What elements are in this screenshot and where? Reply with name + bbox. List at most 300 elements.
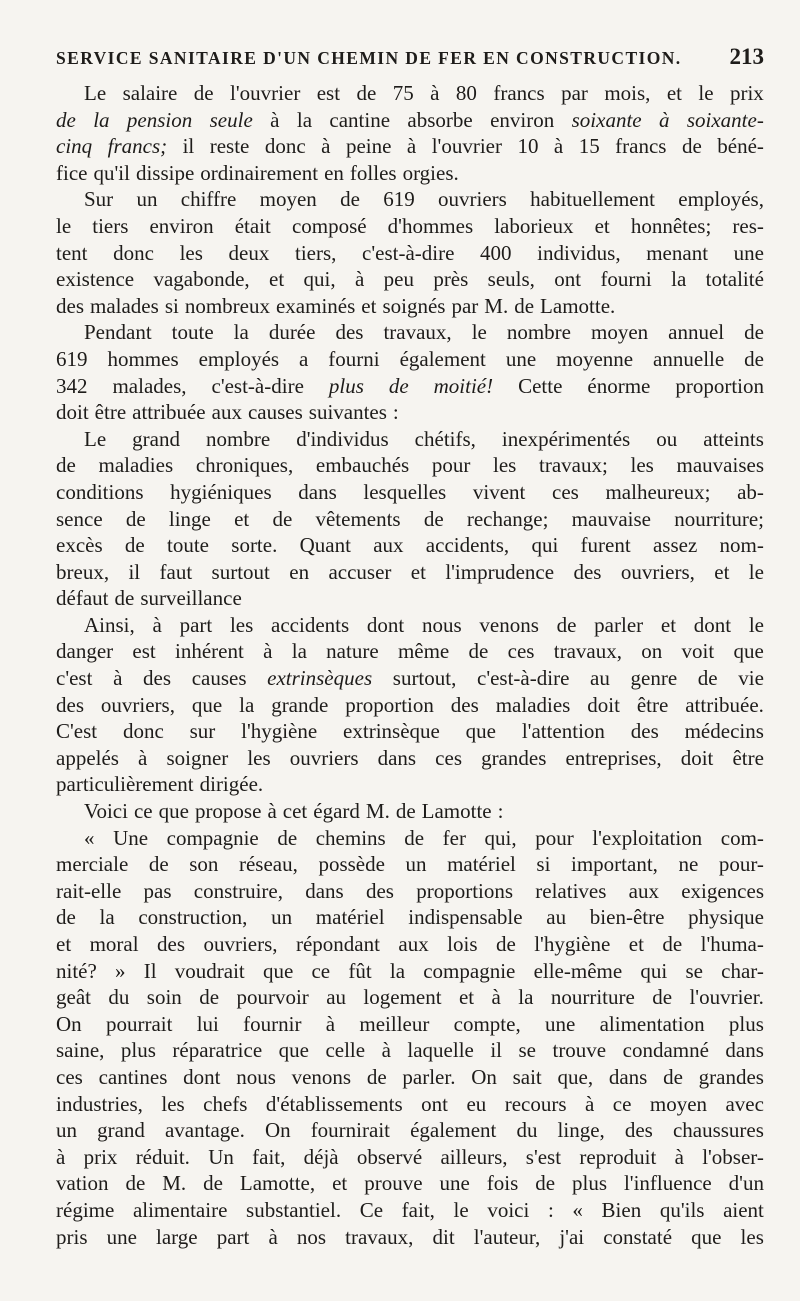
word: en bbox=[324, 160, 344, 185]
word: annuelle bbox=[653, 346, 725, 371]
word: à bbox=[381, 1038, 391, 1063]
word: Pendant bbox=[84, 320, 152, 345]
word: linge, bbox=[557, 1118, 605, 1143]
word: répondant bbox=[295, 932, 380, 956]
word: de bbox=[356, 81, 377, 105]
word: hygiéniques bbox=[170, 479, 272, 504]
word: qui, bbox=[303, 267, 336, 292]
text-line bbox=[56, 931, 764, 958]
word: être bbox=[94, 400, 127, 425]
word: attribuée. bbox=[685, 692, 764, 717]
word: une bbox=[505, 346, 537, 371]
word: chaussures bbox=[672, 1118, 764, 1143]
word: si bbox=[164, 293, 179, 318]
word: son bbox=[189, 852, 219, 877]
word: de bbox=[535, 1171, 556, 1196]
word: travaux, bbox=[345, 1224, 414, 1249]
word: la bbox=[291, 639, 307, 664]
word: était bbox=[234, 213, 271, 238]
word: et bbox=[714, 559, 730, 584]
text-line bbox=[56, 293, 764, 320]
word: près bbox=[433, 267, 469, 292]
word: chefs bbox=[203, 1091, 248, 1116]
text-line bbox=[56, 559, 764, 586]
word: lois bbox=[447, 932, 478, 956]
word: ouvriers bbox=[438, 187, 507, 212]
word: plus bbox=[728, 1011, 764, 1036]
word: travaux; bbox=[539, 453, 608, 478]
text-line bbox=[56, 80, 764, 107]
word: tiers, bbox=[294, 240, 337, 265]
word: aient bbox=[723, 1197, 764, 1222]
word: l'ouvrier bbox=[431, 134, 502, 159]
word: à bbox=[56, 1144, 66, 1169]
word: à bbox=[138, 745, 148, 770]
word: dont bbox=[183, 1064, 221, 1089]
word: Sur bbox=[84, 187, 114, 212]
word: ce bbox=[133, 799, 153, 824]
word: 15 bbox=[578, 134, 600, 159]
word: 80 bbox=[455, 81, 477, 105]
text-line bbox=[56, 452, 764, 479]
word: grande bbox=[271, 692, 329, 717]
word: donc bbox=[264, 134, 306, 159]
word: de bbox=[744, 346, 764, 371]
word: important, bbox=[571, 852, 658, 877]
word: composé bbox=[291, 213, 367, 238]
word: 619 bbox=[383, 187, 415, 212]
word: malades bbox=[90, 293, 159, 318]
word: toute bbox=[171, 320, 214, 345]
word: ces bbox=[435, 745, 462, 770]
word: salaire bbox=[122, 81, 178, 105]
word: il bbox=[182, 134, 195, 159]
word: avantage. bbox=[164, 1118, 245, 1143]
word: réseau, bbox=[238, 852, 298, 877]
word: pourvoir bbox=[236, 985, 309, 1010]
text-line bbox=[56, 771, 764, 798]
word: bien-être bbox=[589, 905, 665, 930]
text-line bbox=[56, 1224, 764, 1251]
word: si bbox=[536, 852, 551, 877]
word: particulièrement bbox=[56, 772, 194, 797]
word: nombreux bbox=[184, 293, 270, 318]
word: chemins bbox=[315, 825, 386, 850]
word: conditions bbox=[56, 479, 144, 504]
text-line bbox=[56, 1197, 764, 1224]
word: dans bbox=[305, 878, 344, 903]
word: reproduit bbox=[579, 1144, 657, 1169]
word: de bbox=[395, 799, 416, 824]
word: furent bbox=[580, 533, 631, 558]
word: des bbox=[56, 692, 84, 717]
word: vêtements bbox=[315, 506, 401, 531]
page-number: 213 bbox=[729, 44, 764, 69]
word: geât bbox=[56, 985, 91, 1010]
word: soigner bbox=[166, 745, 229, 770]
word: totalité bbox=[705, 267, 764, 292]
word: matériel bbox=[447, 852, 516, 877]
word: voici bbox=[487, 1197, 530, 1222]
word: à bbox=[674, 1144, 684, 1169]
word: tent bbox=[56, 240, 88, 265]
text-line bbox=[56, 958, 764, 985]
page-header bbox=[56, 44, 764, 72]
word: hommes bbox=[107, 346, 179, 371]
word: examinés bbox=[275, 293, 356, 318]
word: laborieux bbox=[494, 213, 574, 238]
word: Le bbox=[84, 426, 107, 451]
word: fourni bbox=[328, 346, 380, 371]
word: deux bbox=[228, 240, 270, 265]
word: dirigée. bbox=[199, 772, 264, 797]
word: des bbox=[365, 878, 394, 903]
word: indispensable bbox=[408, 905, 523, 930]
word: à bbox=[268, 1224, 278, 1249]
word: surtout, bbox=[392, 666, 457, 691]
word: les bbox=[630, 453, 654, 478]
word: une bbox=[106, 1224, 137, 1249]
word: ouvriers, bbox=[203, 932, 278, 956]
word: venons bbox=[291, 1064, 352, 1089]
word: à bbox=[658, 107, 670, 132]
word: surveillance bbox=[140, 586, 242, 611]
word: danger bbox=[56, 639, 114, 664]
word: celle bbox=[325, 1038, 366, 1063]
word: qu'ils bbox=[659, 1197, 705, 1222]
word: le bbox=[698, 81, 714, 105]
word: le bbox=[453, 1197, 469, 1222]
word: embauchés bbox=[315, 453, 410, 478]
word: entreprises, bbox=[565, 745, 662, 770]
word: proportions bbox=[416, 878, 514, 903]
word: pas bbox=[143, 878, 172, 903]
text-line bbox=[56, 612, 764, 639]
word: possède bbox=[318, 852, 385, 877]
word: vation bbox=[56, 1171, 109, 1196]
word: un bbox=[271, 905, 293, 930]
word: ces bbox=[56, 1064, 83, 1089]
word: de bbox=[199, 985, 220, 1010]
word: cantine bbox=[329, 107, 391, 132]
word: compagnie bbox=[166, 825, 259, 850]
word: venons bbox=[479, 612, 539, 637]
word: ont bbox=[421, 1091, 448, 1116]
word: dont bbox=[693, 612, 732, 637]
word: Il bbox=[143, 958, 157, 983]
word: mois, bbox=[604, 81, 651, 105]
word: dit bbox=[432, 1224, 455, 1249]
word: à bbox=[267, 799, 277, 824]
word: de bbox=[468, 639, 489, 664]
word: un bbox=[405, 852, 427, 877]
word: construction, bbox=[138, 905, 248, 930]
word: large bbox=[156, 1224, 198, 1249]
word: fois bbox=[486, 1171, 519, 1196]
word: moyen bbox=[649, 1091, 708, 1116]
text-line bbox=[56, 878, 764, 905]
word: surtout bbox=[211, 559, 270, 584]
word: pris bbox=[56, 1224, 88, 1249]
word: et bbox=[458, 985, 475, 1010]
word: dans bbox=[298, 479, 337, 504]
word: par bbox=[561, 81, 588, 105]
word: pourrait bbox=[105, 1011, 173, 1036]
word: à bbox=[270, 107, 280, 132]
word: environ bbox=[149, 213, 214, 238]
word: individus, bbox=[537, 240, 621, 265]
word: s'est bbox=[525, 1144, 562, 1169]
word: de bbox=[56, 107, 76, 132]
word: excès bbox=[56, 533, 103, 558]
word: que bbox=[465, 719, 496, 744]
word: physique bbox=[688, 905, 764, 930]
word: vagabonde, bbox=[153, 267, 250, 292]
word: pour bbox=[431, 453, 471, 478]
word: ce bbox=[311, 958, 331, 983]
word: la bbox=[671, 267, 687, 292]
word: et bbox=[410, 559, 426, 584]
word: menant bbox=[646, 240, 709, 265]
word: réduit. bbox=[135, 1144, 190, 1169]
word: vie bbox=[738, 666, 764, 691]
word: res- bbox=[732, 213, 764, 238]
word: malades, bbox=[112, 373, 187, 398]
word: recours bbox=[504, 1091, 567, 1116]
word: que bbox=[191, 692, 223, 717]
word: aux bbox=[211, 400, 242, 425]
word: des bbox=[630, 719, 659, 744]
word: un bbox=[56, 1118, 77, 1143]
word: linge bbox=[168, 506, 211, 531]
word: condamné bbox=[622, 1038, 709, 1063]
word: honnêtes; bbox=[630, 213, 712, 238]
text-line bbox=[56, 346, 764, 373]
word: même bbox=[397, 639, 450, 664]
word: les bbox=[247, 745, 271, 770]
word: existence bbox=[56, 267, 135, 292]
word: mauvaise bbox=[571, 506, 651, 531]
word: francs; bbox=[107, 134, 168, 159]
word: ont bbox=[554, 267, 582, 292]
word: aux bbox=[398, 932, 429, 956]
word: à bbox=[553, 134, 564, 159]
word: que bbox=[691, 1224, 722, 1249]
text-line bbox=[56, 399, 764, 426]
word: médecins bbox=[684, 719, 764, 744]
word: soixante- bbox=[686, 107, 764, 132]
text-line bbox=[56, 1037, 764, 1064]
word: et bbox=[666, 81, 682, 105]
word: Cette bbox=[518, 373, 563, 398]
word: Le bbox=[84, 81, 107, 105]
word: accuser bbox=[328, 559, 392, 584]
word: laquelle bbox=[407, 1038, 474, 1063]
word: du bbox=[516, 1118, 538, 1143]
word: de bbox=[340, 187, 360, 212]
word: des bbox=[335, 320, 364, 345]
word: « bbox=[572, 1197, 583, 1222]
word: ab- bbox=[737, 479, 764, 504]
word: à bbox=[113, 666, 123, 691]
word: moral bbox=[89, 932, 139, 956]
word: environ bbox=[490, 107, 555, 132]
word: » bbox=[115, 958, 126, 983]
word: d'établissements bbox=[265, 1091, 403, 1116]
text-line bbox=[56, 851, 764, 878]
word: nos bbox=[296, 1224, 327, 1249]
word: j'ai bbox=[559, 1224, 585, 1249]
word: en bbox=[289, 559, 310, 584]
word: On bbox=[56, 1011, 82, 1036]
word: 619 bbox=[56, 346, 88, 371]
word: dans bbox=[608, 1064, 648, 1089]
word: une bbox=[439, 1171, 470, 1196]
word: Bien bbox=[601, 1197, 642, 1222]
word: dans bbox=[377, 745, 417, 770]
word: rechange; bbox=[466, 506, 549, 531]
word: peu bbox=[383, 267, 414, 292]
word: suivantes bbox=[308, 400, 387, 425]
text-line bbox=[56, 1117, 764, 1144]
text-line bbox=[56, 133, 764, 160]
word: elle-même bbox=[533, 958, 623, 983]
word: des bbox=[450, 692, 479, 717]
word: que, bbox=[557, 1064, 594, 1089]
word: C'est bbox=[56, 719, 98, 744]
word: fût bbox=[348, 958, 372, 983]
word: l'influence bbox=[623, 1171, 712, 1196]
word: dont bbox=[366, 612, 405, 637]
text-line bbox=[56, 825, 764, 852]
word: eu bbox=[466, 1091, 487, 1116]
word: défaut bbox=[56, 586, 109, 611]
text-line bbox=[56, 186, 764, 213]
word: les bbox=[179, 240, 203, 265]
word: moitié! bbox=[433, 373, 494, 398]
word: une bbox=[545, 1011, 576, 1036]
text-line bbox=[56, 506, 764, 533]
word: le bbox=[748, 612, 764, 637]
word: 75 bbox=[392, 81, 414, 105]
word: francs bbox=[493, 81, 545, 105]
word: des bbox=[56, 293, 84, 318]
word: de bbox=[663, 1064, 683, 1089]
word: l'ouvrier bbox=[230, 81, 301, 105]
word: une bbox=[733, 240, 764, 265]
text-line bbox=[56, 745, 764, 772]
word: la bbox=[389, 958, 406, 983]
word: est bbox=[132, 639, 156, 664]
word: tiers bbox=[92, 213, 129, 238]
word: alimentation bbox=[599, 1011, 705, 1036]
word: la bbox=[93, 107, 110, 132]
word: à bbox=[491, 985, 501, 1010]
word: être bbox=[636, 692, 669, 717]
word: doit bbox=[56, 400, 89, 425]
word: de bbox=[404, 825, 425, 850]
word: compte, bbox=[453, 1011, 521, 1036]
word: le bbox=[56, 213, 72, 238]
word: est bbox=[316, 81, 341, 105]
word: malheureux; bbox=[605, 479, 711, 504]
word: à bbox=[321, 134, 331, 159]
word: de bbox=[203, 1171, 223, 1196]
word: compagnie bbox=[423, 958, 516, 983]
text-line bbox=[56, 479, 764, 506]
word: à bbox=[584, 1091, 595, 1116]
word: causes bbox=[247, 400, 303, 425]
word: l'exploitation bbox=[592, 825, 703, 850]
word: de bbox=[514, 293, 535, 318]
word: la bbox=[239, 692, 255, 717]
word: l'hygiène bbox=[241, 719, 318, 744]
word: se bbox=[685, 958, 703, 983]
word: reste bbox=[209, 134, 250, 159]
word: des bbox=[157, 932, 186, 956]
word: être bbox=[732, 745, 764, 770]
word: par bbox=[451, 293, 479, 318]
word: extrinsèque bbox=[343, 719, 440, 744]
word: employés bbox=[198, 346, 280, 371]
word: plus bbox=[328, 373, 364, 398]
word: de bbox=[272, 506, 293, 531]
word: chroniques, bbox=[195, 453, 294, 478]
word: à bbox=[354, 267, 365, 292]
word: cantines bbox=[98, 1064, 168, 1089]
word: chétifs, bbox=[414, 426, 476, 451]
word: plus bbox=[572, 1171, 608, 1196]
word: l'attention bbox=[521, 719, 605, 744]
word: également bbox=[410, 1118, 497, 1143]
text-line bbox=[56, 984, 764, 1011]
word: constaté bbox=[603, 1224, 673, 1249]
word: de bbox=[193, 81, 214, 105]
word: égard bbox=[313, 799, 360, 824]
word: On bbox=[264, 1118, 291, 1143]
word: fourni bbox=[600, 267, 652, 292]
word: Lamotte. bbox=[540, 293, 616, 318]
word: qui bbox=[640, 958, 668, 983]
word: l'obser- bbox=[702, 1144, 764, 1169]
word: saine, bbox=[56, 1038, 105, 1063]
word: de bbox=[697, 666, 718, 691]
word: régime bbox=[56, 1197, 115, 1222]
word: un bbox=[136, 187, 158, 212]
word: assez bbox=[652, 533, 698, 558]
word: ailleurs, bbox=[440, 1144, 508, 1169]
word: l'huma- bbox=[700, 932, 764, 956]
word: annuel bbox=[668, 320, 725, 345]
word: et bbox=[628, 932, 644, 956]
word: habituellement bbox=[530, 187, 655, 212]
word: lesquelles bbox=[363, 479, 447, 504]
word: qui bbox=[531, 533, 559, 558]
word: c'est-à-dire bbox=[477, 666, 570, 691]
word: faut bbox=[159, 559, 193, 584]
word: doit bbox=[587, 692, 620, 717]
word: alimentaire bbox=[132, 1197, 228, 1222]
word: au bbox=[546, 905, 567, 930]
word: fournir bbox=[243, 1011, 302, 1036]
text-line bbox=[56, 1011, 764, 1038]
word: il bbox=[490, 1038, 503, 1063]
text-line bbox=[56, 1091, 764, 1118]
word: ne bbox=[678, 852, 699, 877]
word: à bbox=[430, 81, 440, 105]
word: pour- bbox=[718, 852, 764, 877]
word: que bbox=[733, 639, 764, 664]
